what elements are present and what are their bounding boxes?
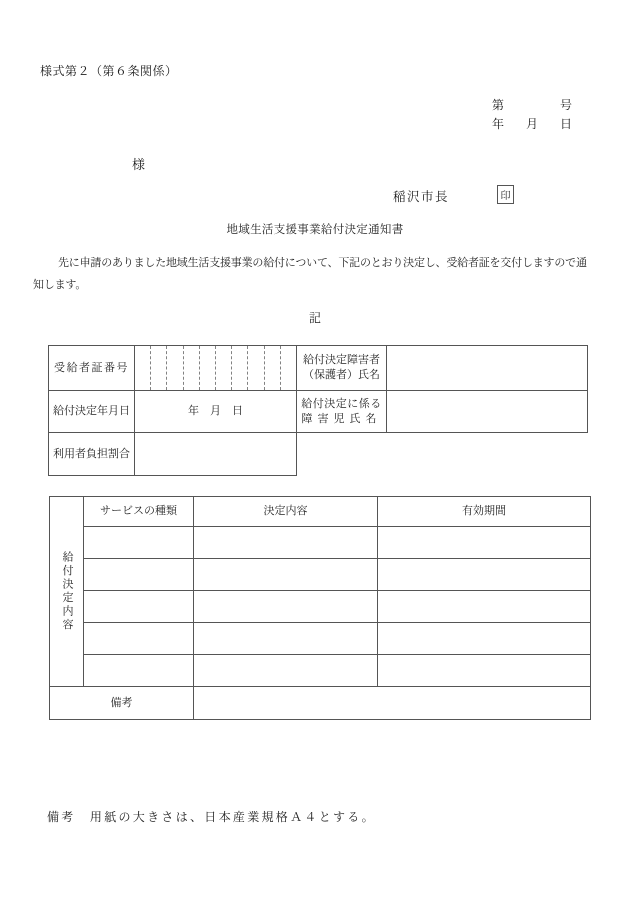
record-heading: 記 bbox=[308, 311, 321, 325]
vertical-section-label: 給付決定内容 bbox=[61, 551, 73, 632]
child-name-cell bbox=[387, 391, 588, 433]
paper-size-note: 備考 用紙の大きさは、日本産業規格Ａ４とする。 bbox=[47, 810, 376, 824]
decision-cell bbox=[194, 559, 378, 591]
service-cell bbox=[84, 591, 194, 623]
decision-cell bbox=[194, 527, 378, 559]
child-name-label: 給付決定に係る 障害児氏名 bbox=[297, 391, 387, 433]
service-cell bbox=[84, 655, 194, 687]
date-day-label: 日 bbox=[559, 117, 572, 131]
remarks-label: 備考 bbox=[50, 687, 194, 720]
digit-boxes bbox=[135, 346, 296, 390]
service-cell bbox=[84, 559, 194, 591]
seal-box bbox=[497, 185, 514, 204]
form-number-label: 様式第２（第６条関係） bbox=[40, 64, 178, 78]
validity-cell bbox=[378, 527, 591, 559]
document-date-line bbox=[492, 115, 572, 134]
body-line-2: 知します。 bbox=[33, 279, 87, 291]
service-cell bbox=[84, 623, 194, 655]
spacer-cell bbox=[297, 433, 387, 476]
benefit-content-table bbox=[49, 496, 591, 720]
decision-cell bbox=[194, 591, 378, 623]
beneficiary-name-label: 給付決定障害者 （保護者）氏名 bbox=[297, 346, 387, 391]
spacer-cell bbox=[387, 433, 588, 476]
seal-mark: 印 bbox=[500, 191, 511, 202]
document-title: 地域生活支援事業給付決定通知書 bbox=[226, 224, 404, 236]
validity-cell bbox=[378, 623, 591, 655]
date-year-label: 年 bbox=[492, 117, 505, 131]
beneficiary-name-cell bbox=[387, 346, 588, 391]
validity-cell bbox=[378, 591, 591, 623]
body-line-1: 先に申請のありました地域生活支援事業の給付について、下記のとおり決定し、受給者証を交付しますので通 bbox=[58, 257, 587, 269]
decision-date-cell: 年 月 日 bbox=[135, 391, 297, 433]
column-header-service: サービスの種類 bbox=[84, 497, 194, 527]
decision-cell bbox=[194, 623, 378, 655]
body-paragraph bbox=[33, 252, 587, 296]
validity-cell bbox=[378, 655, 591, 687]
recipient-number-label: 受給者証番号 bbox=[49, 346, 135, 391]
recipient-number-cell bbox=[135, 346, 297, 391]
remarks-cell bbox=[194, 687, 591, 720]
decision-cell bbox=[194, 655, 378, 687]
user-burden-label: 利用者負担割合 bbox=[49, 433, 135, 476]
user-burden-cell bbox=[135, 433, 297, 476]
document-number-line bbox=[492, 96, 572, 115]
decision-date-label: 給付決定年月日 bbox=[49, 391, 135, 433]
decision-summary-table bbox=[48, 345, 588, 476]
number-suffix: 号 bbox=[559, 98, 572, 112]
document-number-block bbox=[492, 96, 572, 134]
date-month-label: 月 bbox=[525, 117, 538, 131]
validity-cell bbox=[378, 559, 591, 591]
column-header-decision: 決定内容 bbox=[194, 497, 378, 527]
addressee-honorific: 様 bbox=[132, 157, 146, 172]
service-cell bbox=[84, 527, 194, 559]
number-prefix: 第 bbox=[492, 98, 505, 112]
vertical-section-label-cell bbox=[50, 497, 84, 687]
issuer-name: 稲沢市長 bbox=[393, 190, 450, 204]
column-header-validity: 有効期間 bbox=[378, 497, 591, 527]
